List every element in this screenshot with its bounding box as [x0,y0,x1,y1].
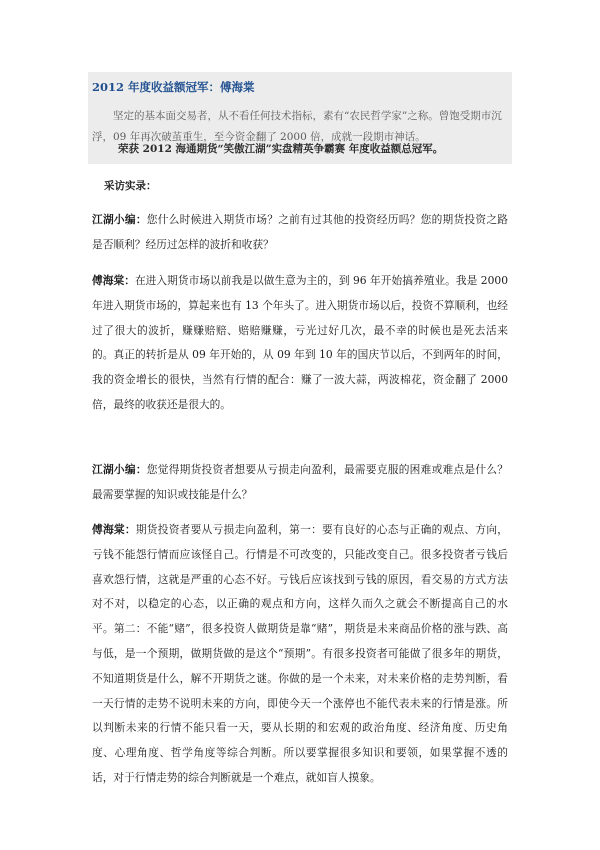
paragraph-text: 期货投资者要从亏损走向盈利，第一：要有良好的心态与正确的观点、方向，亏钱不能怨行情而应该怪自己。行情是不可改变的，只能改变自己。很多投资者亏钱后喜欢怨行情，这就是严重的心态不好。亏钱后应该找到亏钱的原因，看交易的方式方法对不对，以稳定的心态，以正确的观点和方向，这样久而久之就会不断提高自己的水平。第二：不能“赌”，很多投资人做期货是靠“赌”，期货是未来商品价格的涨与跌、高与低，是一个预期，做期货做的是这个“预期”。有很多投资者可能做了很多年的期货，不知道期货是什么，解不开期货之谜。你做的是一个未来，对未来价格的走势判断，看一天行情的走势不说明未来的方向，即使今天一个涨停也不能代表未来的行情是涨。所以判断未来的行情不能只看一天，要从长期的和宏观的政治角度、经济角度、历史角度、心理角度、哲学角度等综合判断。所以要掌握很多知识和要领，如果掌握不透的话，对于行情走势的综合判断就是一个难点，就如盲人摸象。 [92,523,508,784]
paragraph-text: 在进入期货市场以前我是以做生意为主的，到 96 年开始搞养殖业。我是 2000 年进入期货市场的，算起来也有 13 个年头了。进入期货市场以后，投资不算顺利，也经过了很大的波折，赚赚赔赔、赔赔赚赚，亏光过好几次，最不幸的时候也是死去活来的。真正的转折是从 09 年开始的，从 09 年到 10 年的国庆节以后，不到两年的时间，我的资金增长的很快，当然有行情的配合：赚了一波大蒜，两波棉花，资金翻了 2000 倍，最终的收获还是很大的。 [92,274,508,411]
qa-paragraph-2 [92,269,508,418]
qa-paragraph-3 [92,458,508,508]
profile-intro: 坚定的基本面交易者，从不看任何技术指标，素有“农民哲学家”之称。曾饱受期市沉浮，09 年再次破茧重生，至今资金翻了 2000 倍，成就一段期市神话。 [92,110,502,143]
award-line: 荣获 2012 海通期货“笑傲江湖”实盘精英争霸赛 年度收益额总冠军。 [118,143,444,155]
speaker-label: 傅海棠： [92,274,135,287]
page-title: 2012 年度收益额冠军：傅海棠 [92,80,255,94]
speaker-label: 江湖小编： [92,213,147,226]
qa-paragraph-4 [92,518,508,791]
speaker-label: 江湖小编： [92,463,147,476]
qa-paragraph-1 [92,208,508,258]
speaker-label: 傅海棠： [92,523,136,536]
paragraph-text: 您什么时候进入期货市场？之前有过其他的投资经历吗？您的期货投资之路是否顺利？经历过怎样的波折和收获？ [92,213,508,251]
section-label: 采访实录： [104,180,157,192]
paragraph-text: 您觉得期货投资者想要从亏损走向盈利，最需要克服的困难或难点是什么？最需要掌握的知识或技能是什么？ [92,463,508,501]
